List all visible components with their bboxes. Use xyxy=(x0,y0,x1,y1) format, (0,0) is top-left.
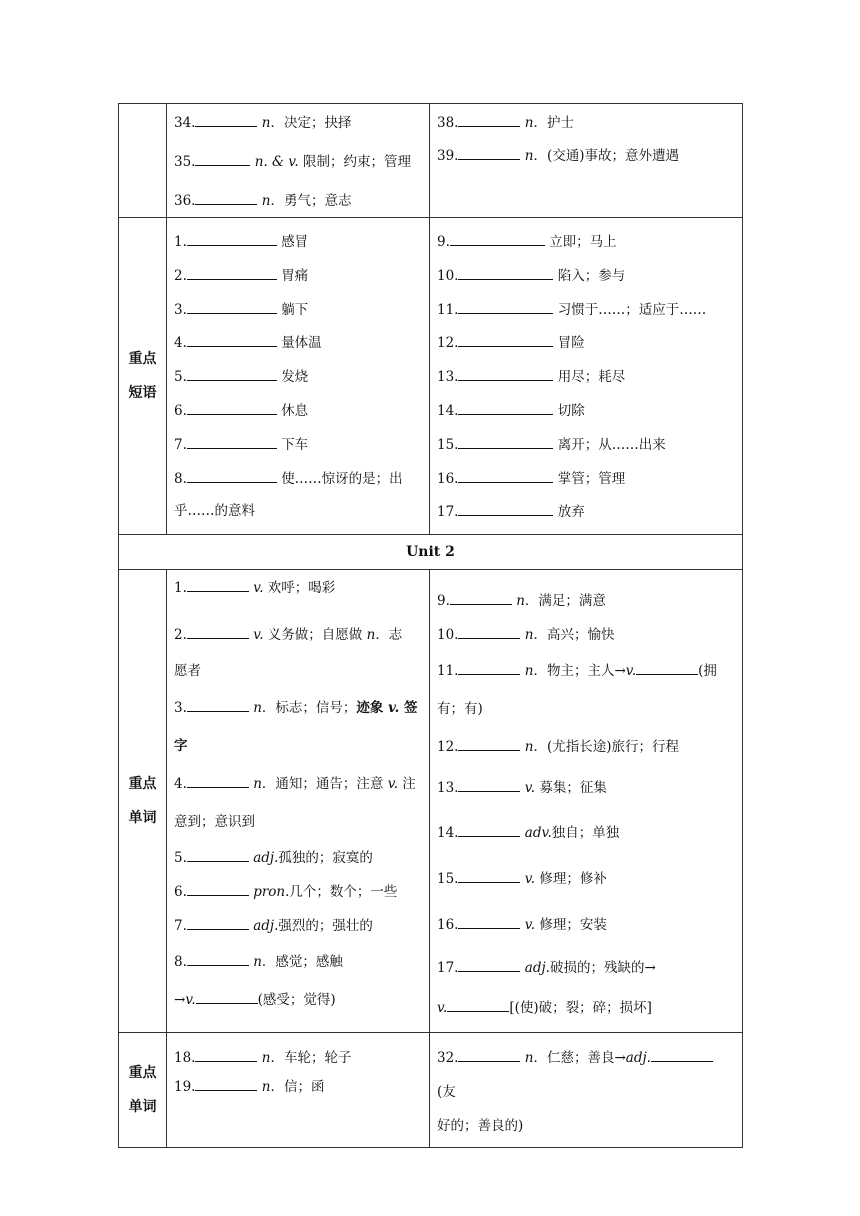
words2-left-cell xyxy=(167,1033,430,1148)
answer-blank[interactable] xyxy=(636,661,698,675)
answer-blank[interactable] xyxy=(187,698,249,712)
phrase-meaning: 离开；从……出来 xyxy=(557,436,666,453)
phrase-item xyxy=(437,463,736,497)
phrase-number: 9. xyxy=(437,234,450,250)
phrase-item xyxy=(437,361,736,395)
answer-blank[interactable] xyxy=(458,469,553,483)
phrase-meaning: 使……惊讶的是；出 xyxy=(281,470,403,487)
phrase-item xyxy=(174,260,423,294)
phrase-number: 12. xyxy=(437,335,459,352)
word-36: 36. n．勇气；意志 xyxy=(174,193,352,209)
phrase-meaning: 切除 xyxy=(557,402,585,419)
answer-blank[interactable] xyxy=(458,823,520,837)
section-label-phrases: 重点 短语 xyxy=(119,218,167,535)
word-34: 34. n．决定；抉择 xyxy=(174,115,352,131)
answer-blank[interactable] xyxy=(458,333,553,347)
phrase-number: 13. xyxy=(437,369,459,386)
phrases-left-cell xyxy=(167,218,430,535)
phrase-meaning: 掌管；管理 xyxy=(557,470,626,487)
phrase-meaning: 冒险 xyxy=(557,335,585,352)
word-9: 9. n．满足；满意 xyxy=(437,593,606,610)
answer-blank[interactable] xyxy=(458,300,553,314)
answer-blank[interactable] xyxy=(450,232,545,246)
word-18: 18. n．车轮；轮子 xyxy=(174,1050,352,1067)
phrase-meaning: 立即；马上 xyxy=(549,234,617,250)
phrase-item xyxy=(174,463,423,497)
phrase-number: 16. xyxy=(437,470,459,487)
phrase-meaning: 感冒 xyxy=(281,234,309,250)
phrase-item xyxy=(437,260,736,294)
phrase-item xyxy=(437,327,736,361)
words-continued-row xyxy=(119,104,743,218)
phrase-item-continued: 乎……的意料 xyxy=(174,503,255,520)
answer-blank[interactable] xyxy=(458,778,520,792)
answer-blank[interactable] xyxy=(187,333,277,347)
answer-blank[interactable] xyxy=(458,625,520,639)
answer-blank[interactable] xyxy=(187,774,249,788)
right-cell xyxy=(430,104,743,218)
answer-blank[interactable] xyxy=(447,998,509,1012)
phrase-meaning: 陷入；参与 xyxy=(557,267,626,284)
phrase-meaning: 习惯于……；适应于…… xyxy=(557,301,707,318)
answer-blank[interactable] xyxy=(187,367,277,381)
word-11: 11. n．物主；主人→v. (拥 有；有) xyxy=(437,663,717,718)
phrase-item xyxy=(174,226,423,260)
word-39: 39. n．(交通)事故；意外遭遇 xyxy=(437,148,680,164)
phrase-item xyxy=(437,395,736,429)
word-16: 16. v. 修理；安装 xyxy=(437,917,607,934)
phrase-item xyxy=(174,429,423,463)
words-left-cell xyxy=(167,570,430,1033)
answer-blank[interactable] xyxy=(458,266,553,280)
word-6: 6. pron.几个；数个；一些 xyxy=(174,884,398,901)
unit-title-row xyxy=(119,535,743,570)
phrase-meaning: 胃痛 xyxy=(281,267,309,284)
answer-blank[interactable] xyxy=(187,401,277,415)
word-13: 13. v. 募集；征集 xyxy=(437,780,607,797)
word-35: 35. n. & v. 限制；约束；管理 xyxy=(174,154,411,170)
word-3: 3. n．标志；信号；迹象 v. 签 字 xyxy=(174,700,418,755)
phrase-number: 3. xyxy=(174,301,187,318)
phrase-number: 1. xyxy=(174,234,187,250)
word-2: 2. v. 义务做；自愿做 n．志 愿者 xyxy=(174,627,403,680)
word-12: 12. n．(尤指长途)旅行；行程 xyxy=(437,739,680,756)
phrase-item xyxy=(174,395,423,429)
words-row xyxy=(119,570,743,1033)
phrase-number: 17. xyxy=(437,504,459,521)
answer-blank[interactable] xyxy=(458,958,520,972)
phrase-item xyxy=(437,226,736,260)
phrase-number: 14. xyxy=(437,402,459,419)
word-8: 8. n．感觉；感触 →v. (感受；觉得) xyxy=(174,954,343,1009)
word-19: 19. n．信；函 xyxy=(174,1079,325,1096)
phrase-item xyxy=(174,361,423,395)
word-4: 4. n．通知；通告；注意 v. 注 意到；意识到 xyxy=(174,776,416,831)
answer-blank[interactable] xyxy=(187,882,249,896)
phrase-meaning: 躺下 xyxy=(281,301,309,318)
answer-blank[interactable] xyxy=(458,661,520,675)
answer-blank[interactable] xyxy=(195,152,250,166)
phrase-number: 10. xyxy=(437,267,459,284)
phrase-meaning: 休息 xyxy=(281,402,309,419)
answer-blank[interactable] xyxy=(458,113,520,127)
phrase-meaning: 放弃 xyxy=(557,504,585,521)
phrase-number: 5. xyxy=(174,369,187,386)
phrase-meaning: 量体温 xyxy=(281,335,322,352)
word-1: 1. v. 欢呼；喝彩 xyxy=(174,580,336,597)
phrase-meaning: 用尽；耗尽 xyxy=(557,369,626,386)
phrase-meaning: 发烧 xyxy=(281,369,309,386)
phrase-number: 2. xyxy=(174,267,187,284)
word-14: 14. adv.独自；单独 xyxy=(437,825,620,842)
answer-blank[interactable] xyxy=(458,1048,520,1062)
empty-label-cell xyxy=(119,104,167,218)
words-right-cell xyxy=(430,570,743,1033)
answer-blank[interactable] xyxy=(195,1077,257,1091)
answer-blank[interactable] xyxy=(187,469,277,483)
word-38: 38. n．护士 xyxy=(437,115,574,131)
phrase-number: 7. xyxy=(174,436,187,453)
answer-blank[interactable] xyxy=(187,266,277,280)
answer-blank[interactable] xyxy=(458,915,520,929)
answer-blank[interactable] xyxy=(187,300,277,314)
phrase-number: 15. xyxy=(437,436,459,453)
phrase-number: 8. xyxy=(174,470,187,487)
answer-blank[interactable] xyxy=(187,435,277,449)
phrase-item xyxy=(437,294,736,328)
word-7: 7. adj.强烈的；强壮的 xyxy=(174,918,373,935)
answer-blank[interactable] xyxy=(458,435,553,449)
answer-blank[interactable] xyxy=(187,578,249,592)
word-32: 32. n．仁慈；善良→adj. (友 好的；善良的) xyxy=(437,1041,736,1143)
phrase-meaning: 下车 xyxy=(281,436,309,453)
left-cell xyxy=(167,104,430,218)
words2-right-cell xyxy=(430,1033,743,1148)
phrase-number: 11. xyxy=(437,301,459,318)
answer-blank[interactable] xyxy=(458,401,553,415)
phrase-item xyxy=(437,496,736,530)
answer-blank[interactable] xyxy=(196,990,258,1004)
phrase-number: 4. xyxy=(174,335,187,352)
answer-blank[interactable] xyxy=(458,146,520,160)
phrase-item xyxy=(437,429,736,463)
section-label-words-2: 重点 单词 xyxy=(119,1033,167,1148)
words2-row xyxy=(119,1033,743,1148)
answer-blank[interactable] xyxy=(450,591,512,605)
phrases-row xyxy=(119,218,743,535)
answer-blank[interactable] xyxy=(187,625,249,639)
phrases-right-cell xyxy=(430,218,743,535)
word-15: 15. v. 修理；修补 xyxy=(437,871,607,888)
answer-blank[interactable] xyxy=(195,113,257,127)
unit-title: Unit 2 xyxy=(119,535,743,570)
answer-blank[interactable] xyxy=(195,1048,257,1062)
answer-blank[interactable] xyxy=(651,1048,713,1062)
vocabulary-table xyxy=(118,103,743,1148)
phrase-item xyxy=(174,294,423,328)
answer-blank[interactable] xyxy=(458,367,553,381)
answer-blank[interactable] xyxy=(458,737,520,751)
answer-blank[interactable] xyxy=(195,191,257,205)
answer-blank[interactable] xyxy=(187,232,277,246)
answer-blank[interactable] xyxy=(458,869,520,883)
answer-blank[interactable] xyxy=(187,952,249,966)
section-label-words: 重点 单词 xyxy=(119,570,167,1033)
phrase-number: 6. xyxy=(174,402,187,419)
word-5: 5. adj.孤独的；寂寞的 xyxy=(174,850,373,867)
answer-blank[interactable] xyxy=(458,502,553,516)
answer-blank[interactable] xyxy=(187,916,249,930)
word-17: 17. adj.破损的；残缺的→ v. [(使)破；裂；碎；损坏] xyxy=(437,960,656,1017)
word-10: 10. n．高兴；愉快 xyxy=(437,627,615,644)
phrase-item xyxy=(174,327,423,361)
answer-blank[interactable] xyxy=(187,848,249,862)
